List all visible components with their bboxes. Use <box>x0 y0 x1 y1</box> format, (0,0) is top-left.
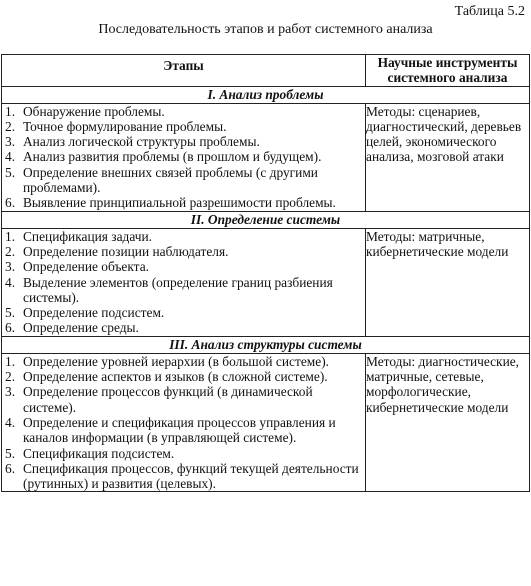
section-tools: Методы: сценариев, диагностический, деревьев целей, экономического анализа, мозговой атаки <box>366 103 530 211</box>
step-text: Точное формулирование проблемы. <box>23 118 227 134</box>
section-title-row <box>2 336 530 353</box>
step-number: 2. <box>5 118 16 134</box>
list-item <box>2 354 365 369</box>
section-body-row <box>2 228 530 336</box>
step-number: 6. <box>5 460 16 476</box>
section-body-row <box>2 103 530 211</box>
step-text: Определение процессов функций (в динамической системе). <box>23 384 313 415</box>
step-number: 2. <box>5 243 16 259</box>
step-text: Спецификация задачи. <box>23 228 153 244</box>
list-item <box>2 229 365 244</box>
section-steps <box>2 228 366 336</box>
step-text: Определение и спецификация процессов управления и каналов информации (в управляющей системе). <box>23 414 336 446</box>
step-number: 5. <box>5 445 16 461</box>
step-number: 5. <box>5 305 16 321</box>
section-title: I. Анализ проблемы <box>2 86 530 103</box>
step-number: 3. <box>5 259 16 275</box>
list-item <box>2 119 365 134</box>
steps-list <box>2 229 365 336</box>
list-item <box>2 415 365 446</box>
list-item <box>2 320 365 335</box>
step-number: 4. <box>5 414 16 430</box>
step-number: 2. <box>5 369 16 385</box>
list-item <box>2 461 365 492</box>
table-caption: Таблица 5.2 <box>454 4 525 19</box>
list-item <box>2 104 365 119</box>
section-steps <box>2 353 366 492</box>
section-title-row <box>2 211 530 228</box>
step-text: Определение позиции наблюдателя. <box>23 243 229 259</box>
step-number: 1. <box>5 228 16 244</box>
list-item <box>2 384 365 415</box>
section-title: III. Анализ структуры системы <box>2 336 530 353</box>
list-item <box>2 305 365 320</box>
list-item <box>2 244 365 259</box>
step-number: 6. <box>5 320 16 336</box>
step-text: Определение внешних связей проблемы (с другими проблемами). <box>23 164 318 196</box>
step-text: Спецификация подсистем. <box>23 445 175 461</box>
section-title-row <box>2 86 530 103</box>
step-text: Определение аспектов и языков (в сложной системе). <box>23 369 328 385</box>
step-number: 5. <box>5 164 16 180</box>
step-text: Спецификация процессов, функций текущей деятельности (рутинных) и развития (целевых). <box>23 460 359 492</box>
step-number: 4. <box>5 274 16 290</box>
section-title: II. Определение системы <box>2 211 530 228</box>
step-text: Выявление принципиальной разрешимости проблемы. <box>23 195 336 211</box>
section-tools: Методы: диагностические, матричные, сетевые, морфологические, кибернетические модели <box>366 353 530 492</box>
header-tools: Научные инструменты системного анализа <box>366 55 530 87</box>
step-text: Определение объекта. <box>23 259 149 275</box>
table-header-row <box>2 55 530 87</box>
step-text: Анализ развития проблемы (в прошлом и будущем). <box>23 149 322 165</box>
step-number: 4. <box>5 149 16 165</box>
step-text: Анализ логической структуры проблемы. <box>23 134 260 150</box>
list-item <box>2 134 365 149</box>
list-item <box>2 165 365 196</box>
section-body-row <box>2 353 530 492</box>
table-title: Последовательность этапов и работ системного анализа <box>98 22 433 37</box>
step-text: Определение уровней иерархии (в большой системе). <box>23 353 329 369</box>
list-item <box>2 275 365 306</box>
step-number: 1. <box>5 103 16 119</box>
step-number: 1. <box>5 353 16 369</box>
steps-list <box>2 104 365 211</box>
step-text: Обнаружение проблемы. <box>23 103 165 119</box>
list-item <box>2 195 365 210</box>
list-item <box>2 369 365 384</box>
header-stages: Этапы <box>2 55 366 87</box>
step-number: 6. <box>5 195 16 211</box>
steps-list <box>2 354 365 492</box>
analysis-stages-table <box>1 54 530 492</box>
step-number: 3. <box>5 134 16 150</box>
section-tools: Методы: матричные, кибернетические модели <box>366 228 530 336</box>
step-number: 3. <box>5 384 16 400</box>
step-text: Определение подсистем. <box>23 305 165 321</box>
list-item <box>2 446 365 461</box>
step-text: Определение среды. <box>23 320 139 336</box>
list-item <box>2 149 365 164</box>
list-item <box>2 259 365 274</box>
step-text: Выделение элементов (определение границ разбиения системы). <box>23 274 333 305</box>
section-steps <box>2 103 366 211</box>
